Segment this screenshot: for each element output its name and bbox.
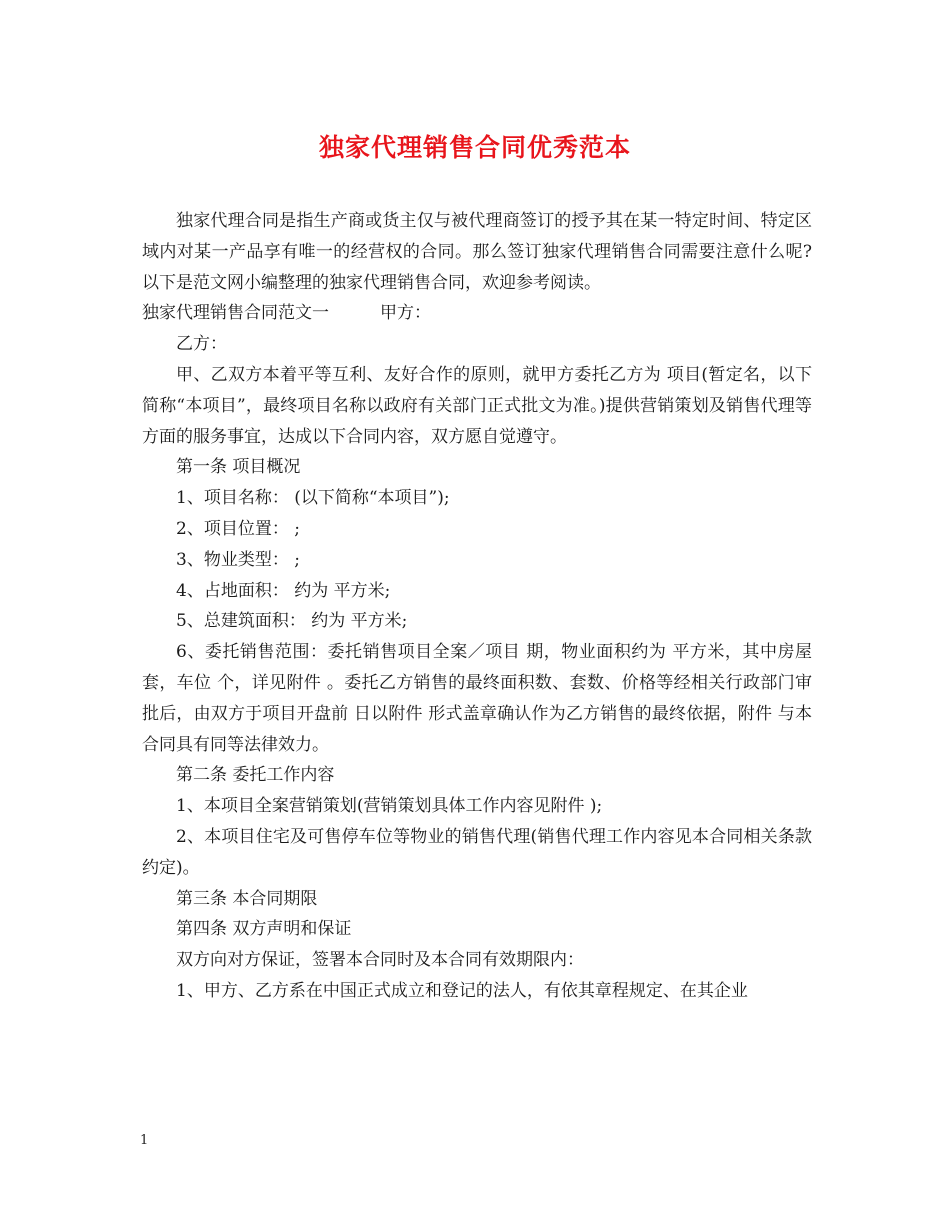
article-1-item-3: 3、物业类型： ; (176, 549, 300, 570)
article-4-item-1: 1、甲方、乙方系在中国正式成立和登记的法人，有依其章程规定、在其企业 (176, 980, 748, 1001)
article-1-heading: 第一条 项目概况 (176, 457, 301, 478)
article-1-item-2: 2、项目位置： ; (176, 518, 300, 539)
article-1-item-4: 4、占地面积： 约为 平方米; (176, 580, 391, 601)
paragraph-sample-heading: 独家代理销售合同范文一 甲方： (142, 303, 431, 324)
article-2-heading: 第二条 委托工作内容 (176, 765, 335, 786)
article-2-item-2: 2、本项目住宅及可售停车位等物业的销售代理(销售代理工作内容见本合同相关条款约定)。 (142, 826, 812, 878)
article-4-heading: 第四条 双方声明和保证 (176, 919, 352, 940)
article-1-item-5: 5、总建筑面积： 约为 平方米; (176, 611, 408, 632)
document-title: 独家代理销售合同优秀范本 (318, 133, 631, 162)
paragraph-intro: 独家代理合同是指生产商或货主仅与被代理商签订的授予其在某一特定时间、特定区域内对某一产品享有唯一的经营权的合同。那么签订独家代理销售合同需要注意什么呢?以下是范文网小编整理的独家代理销售合同，欢迎参考阅读。 (142, 211, 812, 293)
article-2-item-1: 1、本项目全案营销策划(营销策划具体工作内容见附件 ); (176, 796, 603, 817)
article-3-heading: 第三条 本合同期限 (176, 888, 318, 909)
article-1-item-6: 6、委托销售范围：委托销售项目全案／项目 期，物业面积约为 平方米，其中房屋 套，车位 个，详见附件 。委托乙方销售的最终面积数、套数、价格等经相关行政部门审批后，由双方于项目开盘前 日以附件 形式盖章确认作为乙方销售的最终依据，附件 与本合同具有同等法律效力。 (142, 642, 818, 755)
paragraph-party-b: 乙方： (176, 334, 227, 355)
page-number: 1 (140, 1133, 149, 1148)
document-body (142, 206, 818, 1007)
article-4-intro: 双方向对方保证，签署本合同时及本合同有效期限内： (176, 950, 584, 971)
article-1-item-1: 1、项目名称： (以下简称“本项目”); (176, 488, 450, 509)
paragraph-preamble: 甲、乙双方本着平等互利、友好合作的原则，就甲方委托乙方为 项目(暂定名，以下简称“本项目”，最终项目名称以政府有关部门正式批文为准。)提供营销策划及销售代理等方面的服务事宜，达成以下合同内容，双方愿自觉遵守。 (142, 364, 812, 447)
